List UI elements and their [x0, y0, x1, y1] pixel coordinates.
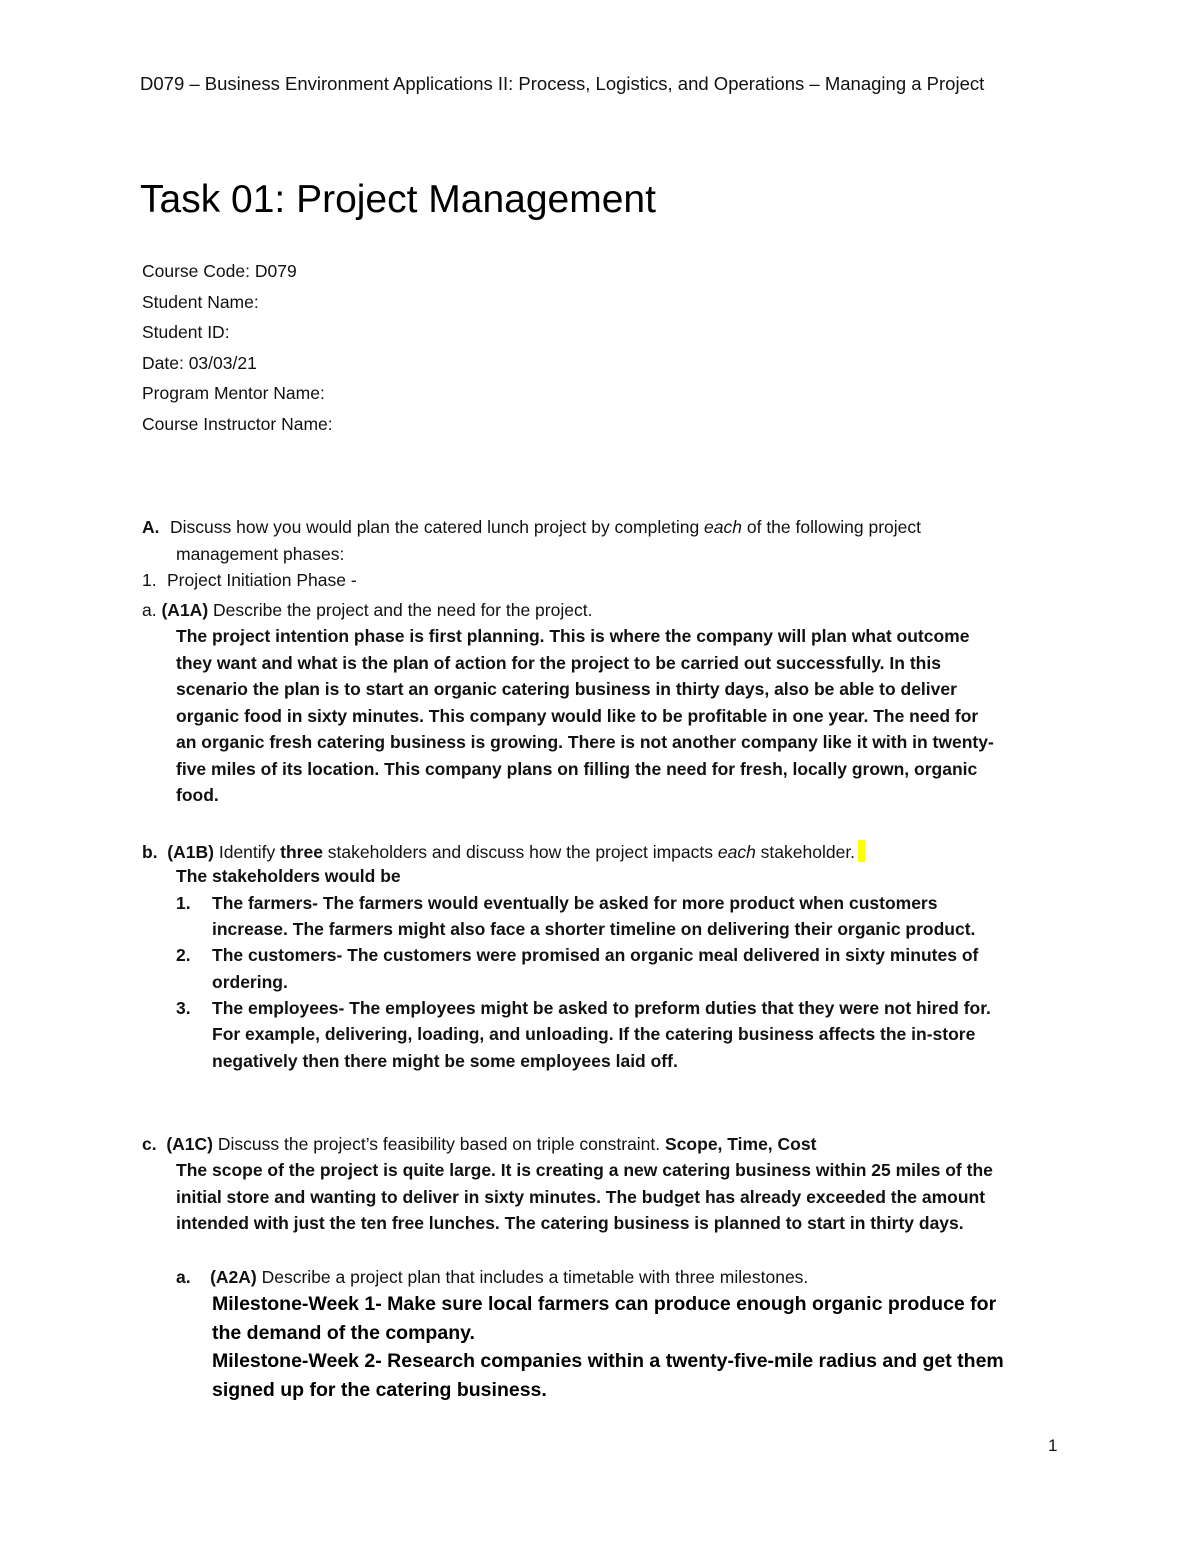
page-title: Task 01: Project Management — [140, 178, 656, 221]
a1a-answer-line: scenario the plan is to start an organic catering business in thirty days, also be able to deliver — [176, 679, 957, 699]
a1c-answer-line: The scope of the project is quite large. It is creating a new catering business within 25 miles of the — [176, 1160, 993, 1180]
stakeholder-line: The customers- The customers were promised an organic meal delivered in sixty minutes of — [212, 945, 979, 965]
milestone-line: signed up for the catering business. — [212, 1379, 547, 1401]
course-instructor: Course Instructor Name: — [142, 414, 333, 434]
stakeholder-num: 3. — [176, 998, 191, 1018]
a1a-answer-line: food. — [176, 785, 219, 805]
a1c-answer-line: initial store and wanting to deliver in sixty minutes. The budget has already exceeded the amount — [176, 1187, 986, 1207]
student-name: Student Name: — [142, 292, 259, 312]
stakeholder-line: negatively then there might be some employees laid off. — [212, 1051, 678, 1071]
section-a-text-cont: management phases: — [176, 544, 345, 564]
phase-1-label: 1. — [142, 570, 157, 590]
page-number: 1 — [1048, 1436, 1058, 1455]
student-id: Student ID: — [142, 322, 230, 342]
milestone-line: Milestone-Week 1- Make sure local farmers can produce enough organic produce for — [212, 1293, 997, 1315]
highlight-mark — [858, 840, 865, 862]
milestone-line: the demand of the company. — [212, 1322, 475, 1344]
stakeholder-line: ordering. — [212, 972, 288, 992]
a2a-prompt: a. (A2A) Describe a project plan that includes a timetable with three milestones. — [176, 1267, 809, 1287]
section-a-text: Discuss how you would plan the catered lunch project by completing each of the following project — [170, 517, 921, 537]
a1b-prompt: b. (A1B) Identify three stakeholders and discuss how the project impacts each stakeholder. — [142, 840, 865, 863]
stakeholder-line: The employees- The employees might be asked to preform duties that they were not hired for. — [212, 998, 991, 1018]
date: Date: 03/03/21 — [142, 353, 257, 373]
milestone-line: Milestone-Week 2- Research companies within a twenty-five-mile radius and get them — [212, 1350, 1004, 1372]
section-a-label: A. — [142, 517, 160, 537]
phase-1-text: Project Initiation Phase - — [167, 570, 357, 590]
stakeholder-line: For example, delivering, loading, and unloading. If the catering business affects the in-store — [212, 1024, 976, 1044]
a1a-answer-line: organic food in sixty minutes. This company would like to be profitable in one year. The need for — [176, 706, 979, 726]
a1c-answer-line: intended with just the ten free lunches. The catering business is planned to start in thirty days. — [176, 1213, 964, 1233]
stakeholder-line: increase. The farmers might also face a shorter timeline on delivering their organic product. — [212, 919, 976, 939]
a1a-answer-line: five miles of its location. This company plans on filling the need for fresh, locally grown, organic — [176, 759, 978, 779]
a1a-answer-line: an organic fresh catering business is growing. There is not another company like it with in twenty- — [176, 732, 994, 752]
stakeholder-num: 1. — [176, 893, 191, 913]
a1a-prompt: a. (A1A) Describe the project and the need for the project. — [142, 600, 593, 620]
a1c-prompt: c. (A1C) Discuss the project’s feasibility based on triple constraint. Scope, Time, Cost — [142, 1134, 817, 1154]
course-code: Course Code: D079 — [142, 261, 297, 281]
stakeholder-num: 2. — [176, 945, 191, 965]
stakeholder-line: The farmers- The farmers would eventually be asked for more product when customers — [212, 893, 938, 913]
a1a-answer-line: The project intention phase is first planning. This is where the company will plan what outcome — [176, 626, 970, 646]
program-mentor: Program Mentor Name: — [142, 383, 325, 403]
running-header: D079 – Business Environment Applications II: Process, Logistics, and Operations – Managing a Project — [140, 73, 985, 94]
a1b-intro: The stakeholders would be — [176, 866, 401, 886]
a1a-answer-line: they want and what is the plan of action for the project to be carried out successfully. In this — [176, 653, 941, 673]
